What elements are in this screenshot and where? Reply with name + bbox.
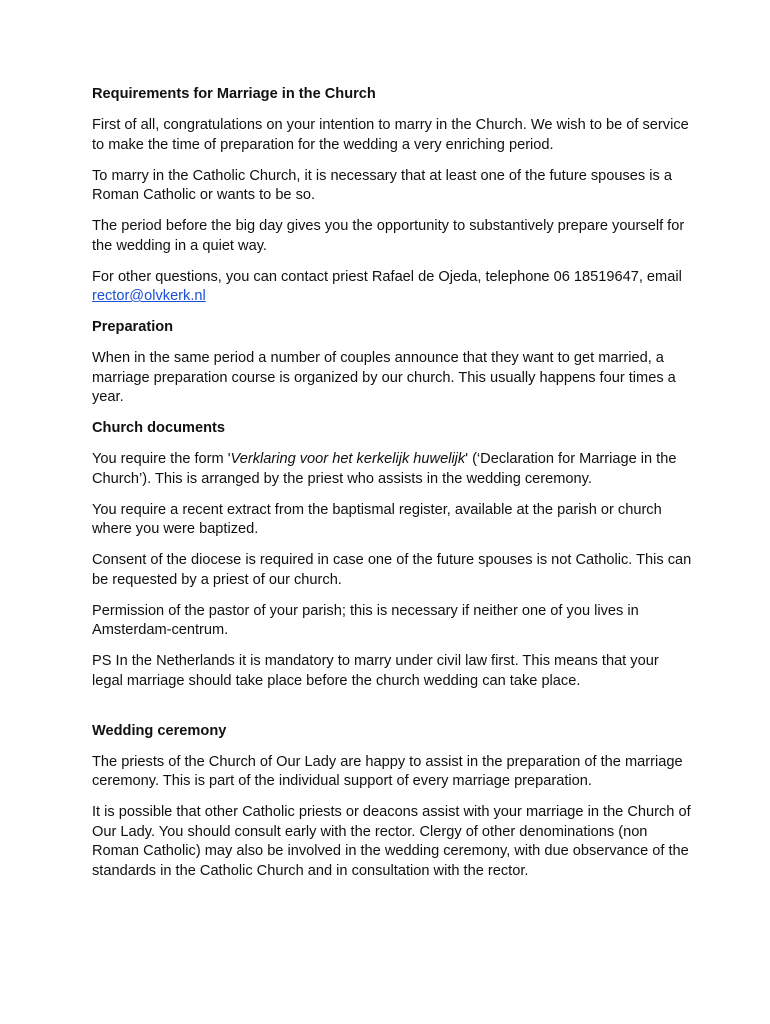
ceremony-paragraph-2: It is possible that other Catholic priests or deacons assist with your marriage in the Church of Our Lady. You should consult early with the rector. Clergy of other denominations (non Roman Catholic) may also be involved in the wedding ceremony, with due observance of the standards in the Catholic Church and in consultation with the rector. (92, 804, 691, 879)
intro-paragraph-1: First of all, congratulations on your intention to marry in the Church. We wish to be of service to make the time of preparation for the wedding a very enriching period. (92, 117, 689, 153)
intro-paragraph-2: To marry in the Catholic Church, it is necessary that at least one of the future spouses is a Roman Catholic or wants to be so. (92, 167, 672, 203)
form-paragraph (92, 450, 692, 489)
preparation-paragraph: When in the same period a number of couples announce that they want to get married, a marriage preparation course is organized by our church. This usually happens four times a year. (92, 350, 676, 405)
preparation-heading: Preparation (92, 319, 174, 335)
diocese-consent-paragraph: Consent of the diocese is required in case one of the future spouses is not Catholic. This can be requested by a priest of our church. (92, 552, 692, 588)
contact-text: For other questions, you can contact priest Rafael de Ojeda, telephone 06 18519647, email (92, 268, 682, 285)
ceremony-paragraph-1: The priests of the Church of Our Lady are happy to assist in the preparation of the marriage ceremony. This is part of the individual support of every marriage preparation. (92, 753, 683, 789)
church-documents-heading: Church documents (92, 420, 225, 436)
form-text-post: ' (‘Declaration for Marriage in the Church’). This is arranged by the priest who assists in the wedding ceremony. (92, 451, 677, 487)
contact-paragraph (92, 268, 692, 307)
baptism-extract-paragraph: You require a recent extract from the baptismal register, available at the parish or church where you were baptized. (92, 501, 662, 537)
form-name: Verklaring voor het kerkelijk huwelijk (230, 451, 466, 467)
document-title: Requirements for Marriage in the Church (92, 86, 376, 102)
wedding-ceremony-heading: Wedding ceremony (92, 722, 227, 739)
document-page (92, 85, 692, 893)
intro-paragraph-3: The period before the big day gives you the opportunity to substantively prepare yourself for the wedding in a quiet way. (92, 218, 685, 254)
email-link[interactable]: rector@olvkerk.nl (92, 288, 206, 304)
pastor-permission-paragraph: Permission of the pastor of your parish; this is necessary if neither one of you lives in Amsterdam-centrum. (92, 602, 639, 638)
form-text-pre: You require the form ' (92, 451, 231, 467)
civil-law-paragraph: PS In the Netherlands it is mandatory to marry under civil law first. This means that your legal marriage should take place before the church wedding can take place. (92, 653, 659, 689)
section-spacer (92, 703, 692, 722)
